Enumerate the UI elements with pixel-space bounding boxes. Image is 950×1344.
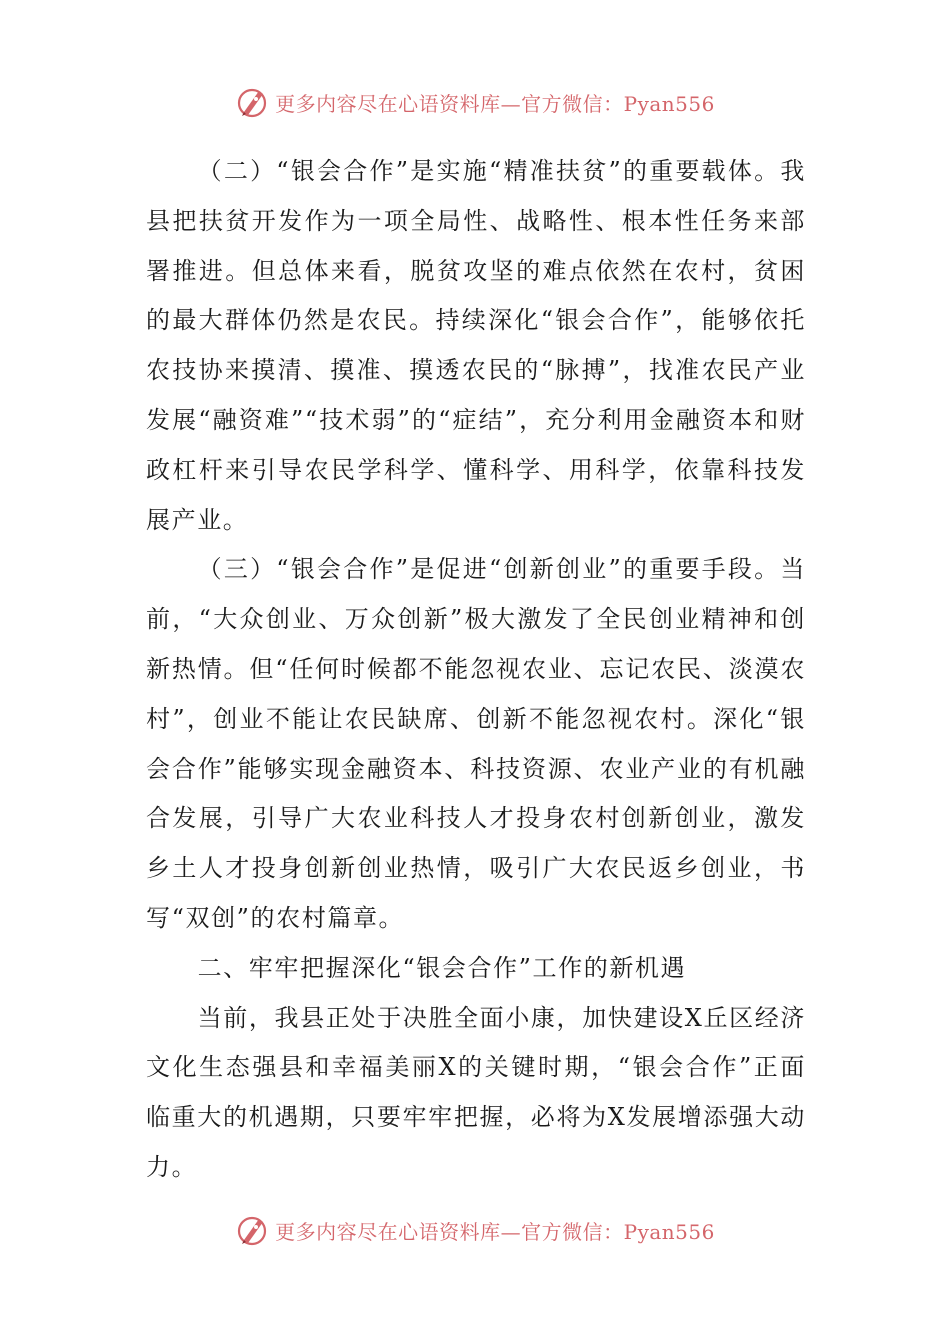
pen-logo-icon (235, 1213, 269, 1247)
footer-watermark-banner (0, 1210, 950, 1250)
pen-logo-icon (235, 85, 269, 119)
footer-watermark-text: 更多内容尽在心语资料库—官方微信：Pyan556 (275, 1219, 715, 1244)
paragraph-3: （三）“银会合作”是促进“创新创业”的重要手段。当前，“大众创业、万众创新”极大激发了全民创业精神和创新热情。但“任何时候都不能忽视农业、忘记农民、淡漠农村”，创业不能让农民缺席、创新不能忽视农村。深化“银会合作”能够实现金融资本、科技资源、农业产业的有机融合发展，引导广大农业科技人才投身农村创新创业，激发乡土人才投身创新创业热情，吸引广大农民返乡创业，书写“双创”的农村篇章。 (146, 555, 806, 932)
paragraph-2: （二）“银会合作”是实施“精准扶贫”的重要载体。我县把扶贫开发作为一项全局性、战略性、根本性任务来部署推进。但总体来看，脱贫攻坚的难点依然在农村，贫困的最大群体仍然是农民。持续深化“银会合作”，能够依托农技协来摸清、摸准、摸透农民的“脉搏”，找准农民产业发展“融资难”“技术弱”的“症结”，充分利用金融资本和财政杠杆来引导农民学科学、懂科学、用科学，依靠科技发展产业。 (146, 157, 806, 534)
section-heading-2: 二、牢牢把握深化“银会合作”工作的新机遇 (197, 953, 687, 982)
header-watermark-banner (0, 82, 950, 122)
paragraph-opportunity: 当前，我县正处于决胜全面小康，加快建设X丘区经济文化生态强县和幸福美丽X的关键时期，“银会合作”正面临重大的机遇期，只要牢牢把握，必将为X发展增添强大动力。 (146, 1003, 806, 1181)
document-body (146, 147, 806, 1193)
header-watermark-text: 更多内容尽在心语资料库—官方微信：Pyan556 (275, 91, 715, 116)
